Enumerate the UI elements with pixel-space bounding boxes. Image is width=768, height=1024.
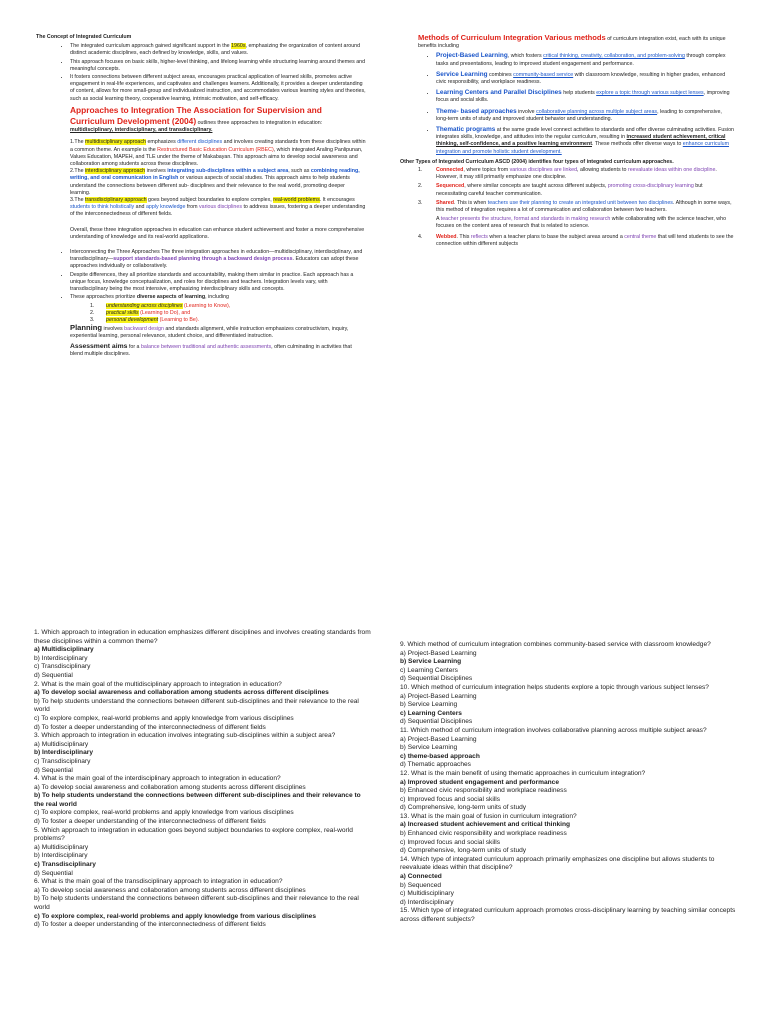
quiz-option: a) Connected [400,873,442,881]
quiz-question: 13. What is the main goal of fusion in curriculum integration? [400,812,577,820]
multidisciplinary-paragraph: 1.The multidisciplinary approach emphasizes different disciplines and involves creating standards from these disciplines within a common theme. An example is the Restructured Basic Education Curriculum (RBEC), which integrated Araling Panlipunan, Values Education, MAPEH, and TLE under the theme of Makabayan. This approach aims to develop social awareness and collaboration among students across these disciplines. [70,139,366,168]
quiz-option: b) To help students understand the connections between different sub-disciplines and their relevance to the real world [34,895,359,911]
quiz-question: 3. Which approach to integration in education involves integrating sub-disciplines within a subject area? [34,732,336,740]
quiz-right-column [400,641,736,925]
quiz-option: a) Improved student engagement and performance [400,778,560,786]
quiz-option: a) To develop social awareness and collaboration among students across different disciplines [34,886,306,894]
quiz-option: b) To help students understand the connections between different sub-disciplines and their relevance to the real world [34,697,359,714]
quiz-question: 2. What is the main goal of the multidisciplinary approach to integration in education? [34,680,282,688]
quiz-option: b) Service Learning [400,744,458,752]
list-item: 3. Shared. This is when teachers use their planning to create an integrated unit between two disciplines. Although in some ways, this method of integration requires a lot of communication and collaboration between two teachers. [418,199,732,214]
quiz-option: b) Enhanced civic responsibility and workplace readiness [400,787,567,795]
list-item: • Despite differences, they all prioritize standards and accountability, making them similar in practice. Each approach has a unique focus, knowledge conceptualization, and roles for disciplines and teachers. Integration levels vary, with transdisciplinary being the most intensive, emphasizing interdisciplinary skills and concepts. [70,272,366,294]
list-item: 2. practical skills (Learning to Do), and [90,309,191,316]
quiz-option: a) Multidisciplinary [34,843,89,851]
planning-paragraph: Planning involves backward design and standards alignment, while instruction emphasizes constructivism, inquiry, experiential learning, personal relevance, student choice, and differentiated instruction. [70,323,349,340]
quiz-question: 1. Which approach to integration in education emphasizes different disciplines and involves creating standards from these disciplines within a common theme? [34,629,371,645]
list-item: • Interconnecting the Three Approaches The three integration approaches in education—multidisciplinary, interdisciplinary, and transdisciplinary—support standards-based planning through a backward design process. Educators can adopt these approaches individually or collaboratively. [70,249,366,271]
quiz-option: d) To foster a deeper understanding of the interconnectedness of different fields [34,921,266,929]
list-item: • Learning Centers and Parallel Disciplines help students explore a topic through various subject lenses, improving focus and social skills. [436,89,734,104]
list-item: 3. personal development (Learning to Be). [90,316,200,323]
types-list [400,167,734,248]
quiz-option: d) To foster a deeper understanding of the interconnectedness of different fields [34,818,266,826]
quiz-option: a) Multidisciplinary [34,646,94,654]
quiz-option: b) Service Learning [400,701,458,709]
quiz-option: c) Transdisciplinary [34,757,91,765]
quiz-question: 6. What is the main goal of the transdisciplinary approach to integration in education? [34,878,283,886]
quiz-option: d) Sequential [34,671,73,679]
quiz-option: c) Improved focus and social skills [400,795,501,803]
overall-paragraph: Overall, these three integration approaches in education can enhance student achievement and foster a more comprehensive understanding of knowledge and its real-world applications. [70,226,365,240]
transdisciplinary-paragraph: 3.The transdisciplinary approach goes beyond subject boundaries to explore complex, real-world problems. It encourages students to think holistically and apply knowledge from various disciplines to address issues, fostering a deeper understanding of the interconnectedness of different fields. [70,197,366,218]
concept-section [36,34,366,358]
aspects-list [36,303,366,325]
quiz-option: d) Sequential Disciplines [400,718,473,726]
list-item: • Thematic programs at the same grade level connect activities to standards and offer diverse culminating activities. Fusion integrates skills, knowledge, and attitudes into the regular curriculum, resulting in increased student achievement, critical thinking, self-confidence, and a positive learning environment. These methods offer diverse ways to enhance curriculum integration and promote holistic student development. [436,126,734,156]
quiz-option: a) Project-Based Learning [400,692,477,700]
quiz-option: c) Transdisciplinary [34,861,96,869]
interconnect-bullets [36,249,366,301]
concept-bullets [36,43,366,103]
quiz-option: d) To foster a deeper understanding of the interconnectedness of different fields [34,723,266,731]
quiz-question: 4. What is the main goal of the interdisciplinary approach to integration in education? [34,775,281,783]
quiz-option: d) Sequential [34,766,73,774]
quiz-option: c) Learning Centers [400,709,462,717]
list-item: 1. Connected, where topics from various disciplines are linked, allowing students to reevaluate ideas within one discipline. However, it may still primarily emphasize one discipline. [418,167,717,181]
quiz-option: d) Thematic approaches [400,761,471,769]
list-item: • Service Learning combines community-based service with classroom knowledge, resulting in higher grades, enhanced civic responsibility, and workplace readiness. [436,71,734,86]
quiz-option: b) Interdisciplinary [34,654,88,662]
quiz-option: d) Interdisciplinary [400,898,454,906]
section-title: The Concept of Integrated Curriculum [36,34,132,40]
quiz-option: c) Transdisciplinary [34,663,91,671]
list-item: • Project-Based Learning, which fosters critical thinking, creativity, collaboration, and problem-solving through complex tasks and presentations, leading to improved student engagement and performance. [436,52,734,67]
quiz-question: 9. Which method of curriculum integration combines community-based service with classroom knowledge? [400,641,711,648]
quiz-left-column [34,629,372,930]
methods-section [400,34,734,248]
list-item: • This approach focuses on basic skills, higher-level thinking, and lifelong learning while structuring learning around themes and meaningful concepts. [70,59,366,73]
quiz-option: b) Interdisciplinary [34,749,93,757]
quiz-option: a) Increased student achievement and critical thinking [400,821,571,829]
list-item: 2. Sequenced, where similar concepts are taught across different subjects, promoting cross-disciplinary learning but necessitating careful teacher communication. [418,183,703,197]
quiz-question: 15. Which type of integrated curriculum approach promotes cross-disciplinary learning by teaching similar concepts across different subjects? [400,907,736,923]
quiz-option: c) To explore complex, real-world problems and apply knowledge from various disciplines [34,912,317,920]
quiz-option: b) To help students understand the connections between different sub-disciplines and their relevance to the real world [34,792,361,808]
list-item: 4. Webbed. This reflects when a teacher plans to base the subject areas around a central theme that will tend students to see the connection within different subjects [418,233,734,247]
other-types-heading: Other Types of Integrated Curriculum ASCD (2004) identifies four types of integrated curriculum approaches. [400,158,674,165]
quiz-option: c) Multidisciplinary [400,890,454,898]
quiz-question: 10. Which method of curriculum integration helps students explore a topic through various subject lenses? [400,683,709,691]
quiz-option: d) Comprehensive, long-term units of study [400,804,527,812]
shared-example: A teacher presents the structure, format and standards in making research while collaborating with the science teacher, who focuses on the content area of research that is related to science. [436,216,727,230]
quiz-option: c) To explore complex, real-world problems and apply knowledge from various disciplines [34,714,294,722]
interdisciplinary-paragraph: 2.The interdisciplinary approach involves integrating sub-disciplines within a subject area, such as combining reading, writing, and oral communication in English or various aspects of social studies. This approach aims to help students understand the connections between different sub- disciplines and their relevance to the real world, promoting deeper learning. [70,168,360,196]
quiz-option: c) To explore complex, real-world problems and apply knowledge from various disciplines [34,809,294,817]
quiz-question: 11. Which method of curriculum integration involves collaborative planning across multiple subject areas? [400,726,707,734]
quiz-option: d) Sequential [34,869,73,877]
list-item: • These approaches prioritize diverse aspects of learning, including [70,294,366,301]
quiz-option: c) Improved focus and social skills [400,838,501,846]
quiz-option: b) Sequenced [400,881,442,889]
quiz-option: a) To develop social awareness and collaboration among students across different disciplines [34,783,306,791]
list-item: • It fosters connections between different subject areas, encourages practical application of learned skills, promotes active engagement in real-life experiences, and captivates and challenges learners. Additionally, it provides a deeper understanding of content, allows for more small-group and individualized instruction, and accommodates various learning styles and theories, such as social learning theory, cooperative learning, intrinsic motivation, and self-efficacy. [70,74,366,103]
list-item: • The integrated curriculum approach gained significant support in the 1960s, emphasizing the organization of content around distinct academic disciplines, each defined by knowledge, skills, and values. [70,43,366,57]
methods-list [400,52,734,155]
quiz-option: c) Learning Centers [400,666,458,674]
quiz-option: a) Project-Based Learning [400,735,477,743]
quiz-question: 14. Which type of integrated curriculum approach primarily emphasizes one discipline but allows students to reevaluate ideas within that discipline? [400,855,715,872]
quiz-question: 5. Which approach to integration in education goes beyond subject boundaries to explore complex, real-world problems? [34,826,353,843]
methods-heading: Methods of Curriculum Integration Various methods of curriculum integration exist, each with its unique benefits including [418,33,726,50]
quiz-option: b) Enhanced civic responsibility and workplace readiness [400,830,567,838]
quiz-option: b) Interdisciplinary [34,852,88,860]
quiz-option: a) To develop social awareness and collaboration among students across different disciplines [34,689,329,697]
quiz-question: 12. What is the main benefit of using thematic approaches in curriculum integration? [400,769,646,777]
list-item: • Theme- based approaches involve collaborative planning across multiple subject areas, leading to comprehensive, long-term units of study and improved student behavior and understanding. [436,108,734,123]
quiz-option: a) Project-Based Learning [400,649,477,657]
quiz-option: d) Sequential Disciplines [400,675,473,683]
quiz-option: c) theme-based approach [400,752,480,760]
quiz-option: d) Comprehensive, long-term units of study [400,847,527,855]
approaches-paragraph: Approaches to Integration The Association for Supervision and Curriculum Development (2004) outlines three approaches to integration in education: multidisciplinary, interdisciplinary, and transdisciplinary. [70,104,323,134]
quiz-option: a) Multidisciplinary [34,740,89,748]
list-item: 1. understanding across disciplines (Learning to Know), [90,302,231,309]
assessment-paragraph: Assessment aims for a balance between traditional and authentic assessments, often culminating in activities that blend multiple disciplines. [70,342,352,357]
quiz-option: b) Service Learning [400,658,462,666]
